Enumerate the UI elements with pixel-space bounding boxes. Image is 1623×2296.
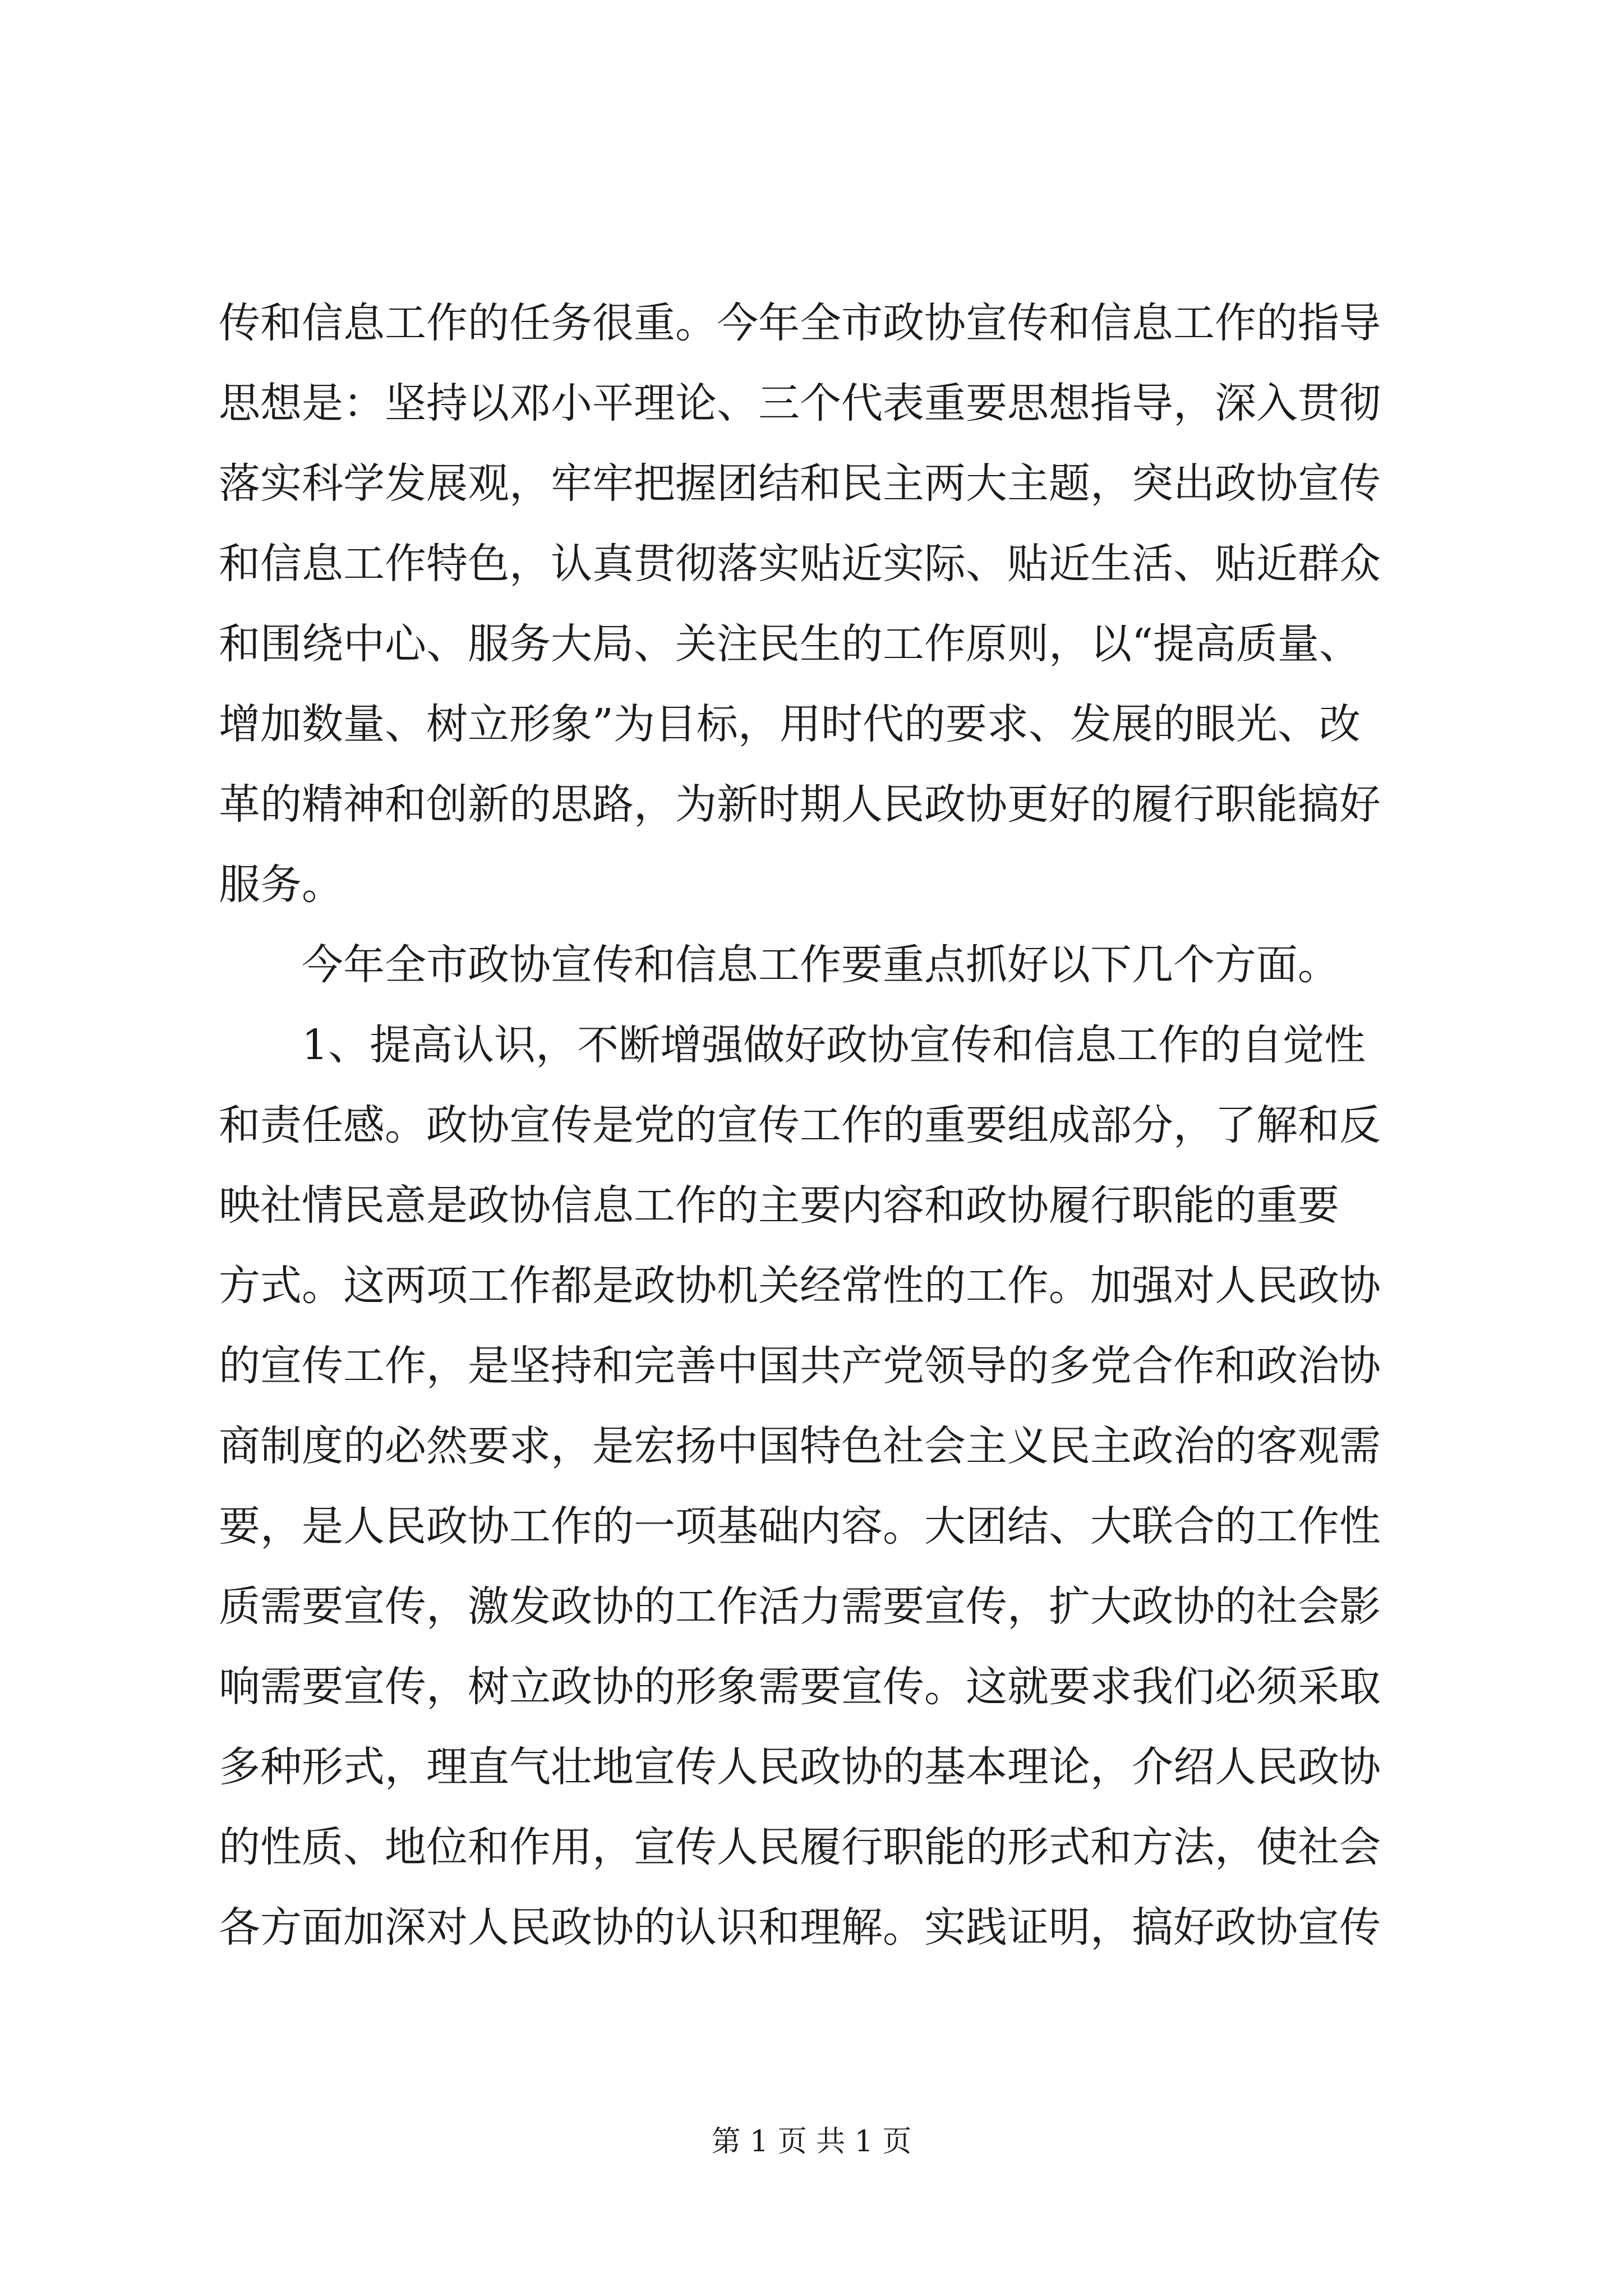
text-line: 和信息工作特色，认真贯彻落实贴近实际、贴近生活、贴近群众 bbox=[219, 540, 1381, 588]
text-line: 方式。这两项工作都是政协机关经常性的工作。加强对人民政协 bbox=[219, 1262, 1381, 1310]
page-number-footer: 第 1 页 共 1 页 bbox=[711, 2125, 912, 2159]
text-line: 思想是：坚持以邓小平理论、三个代表重要思想指导，深入贯彻 bbox=[219, 379, 1381, 427]
text-line: 映社情民意是政协信息工作的主要内容和政协履行职能的重要 bbox=[219, 1181, 1339, 1230]
text-line: 响需要宣传，树立政协的形象需要宣传。这就要求我们必须采取 bbox=[219, 1663, 1381, 1711]
text-line: 革的精神和创新的思路，为新时期人民政协更好的履行职能搞好 bbox=[219, 780, 1381, 829]
text-line: 传和信息工作的任务很重。今年全市政协宣传和信息工作的指导 bbox=[219, 299, 1381, 347]
paragraph-first-line: 今年全市政协宣传和信息工作要重点抓好以下几个方面。 bbox=[302, 941, 1339, 989]
body-text bbox=[219, 283, 1408, 1968]
text-line: 商制度的必然要求，是宏扬中国特色社会主义民主政治的客观需 bbox=[219, 1422, 1381, 1470]
text-line: 质需要宣传，激发政协的工作活力需要宣传，扩大政协的社会影 bbox=[219, 1582, 1381, 1631]
text-line: 各方面加深对人民政协的认识和理解。实践证明，搞好政协宣传 bbox=[219, 1903, 1381, 1952]
text-line: 落实科学发展观，牢牢把握团结和民主两大主题，突出政协宣传 bbox=[219, 459, 1381, 508]
text-line: 和责任感。政协宣传是党的宣传工作的重要组成部分，了解和反 bbox=[219, 1101, 1381, 1149]
paragraph-first-line: 1、提高认识，不断增强做好政协宣传和信息工作的自觉性 bbox=[302, 1021, 1366, 1069]
text-line: 服务。 bbox=[219, 861, 343, 909]
text-line: 要，是人民政协工作的一项基础内容。大团结、大联合的工作性 bbox=[219, 1502, 1381, 1550]
text-line: 多种形式，理直气壮地宣传人民政协的基本理论，介绍人民政协 bbox=[219, 1743, 1381, 1791]
text-line: 的性质、地位和作用，宣传人民履行职能的形式和方法，使社会 bbox=[219, 1823, 1381, 1871]
text-line: 增加数量、树立形象”为目标，用时代的要求、发展的眼光、改 bbox=[219, 700, 1361, 748]
text-line: 和围绕中心、服务大局、关注民生的工作原则，以“提高质量、 bbox=[219, 620, 1361, 668]
text-line: 的宣传工作，是坚持和完善中国共产党领导的多党合作和政治协 bbox=[219, 1342, 1381, 1390]
